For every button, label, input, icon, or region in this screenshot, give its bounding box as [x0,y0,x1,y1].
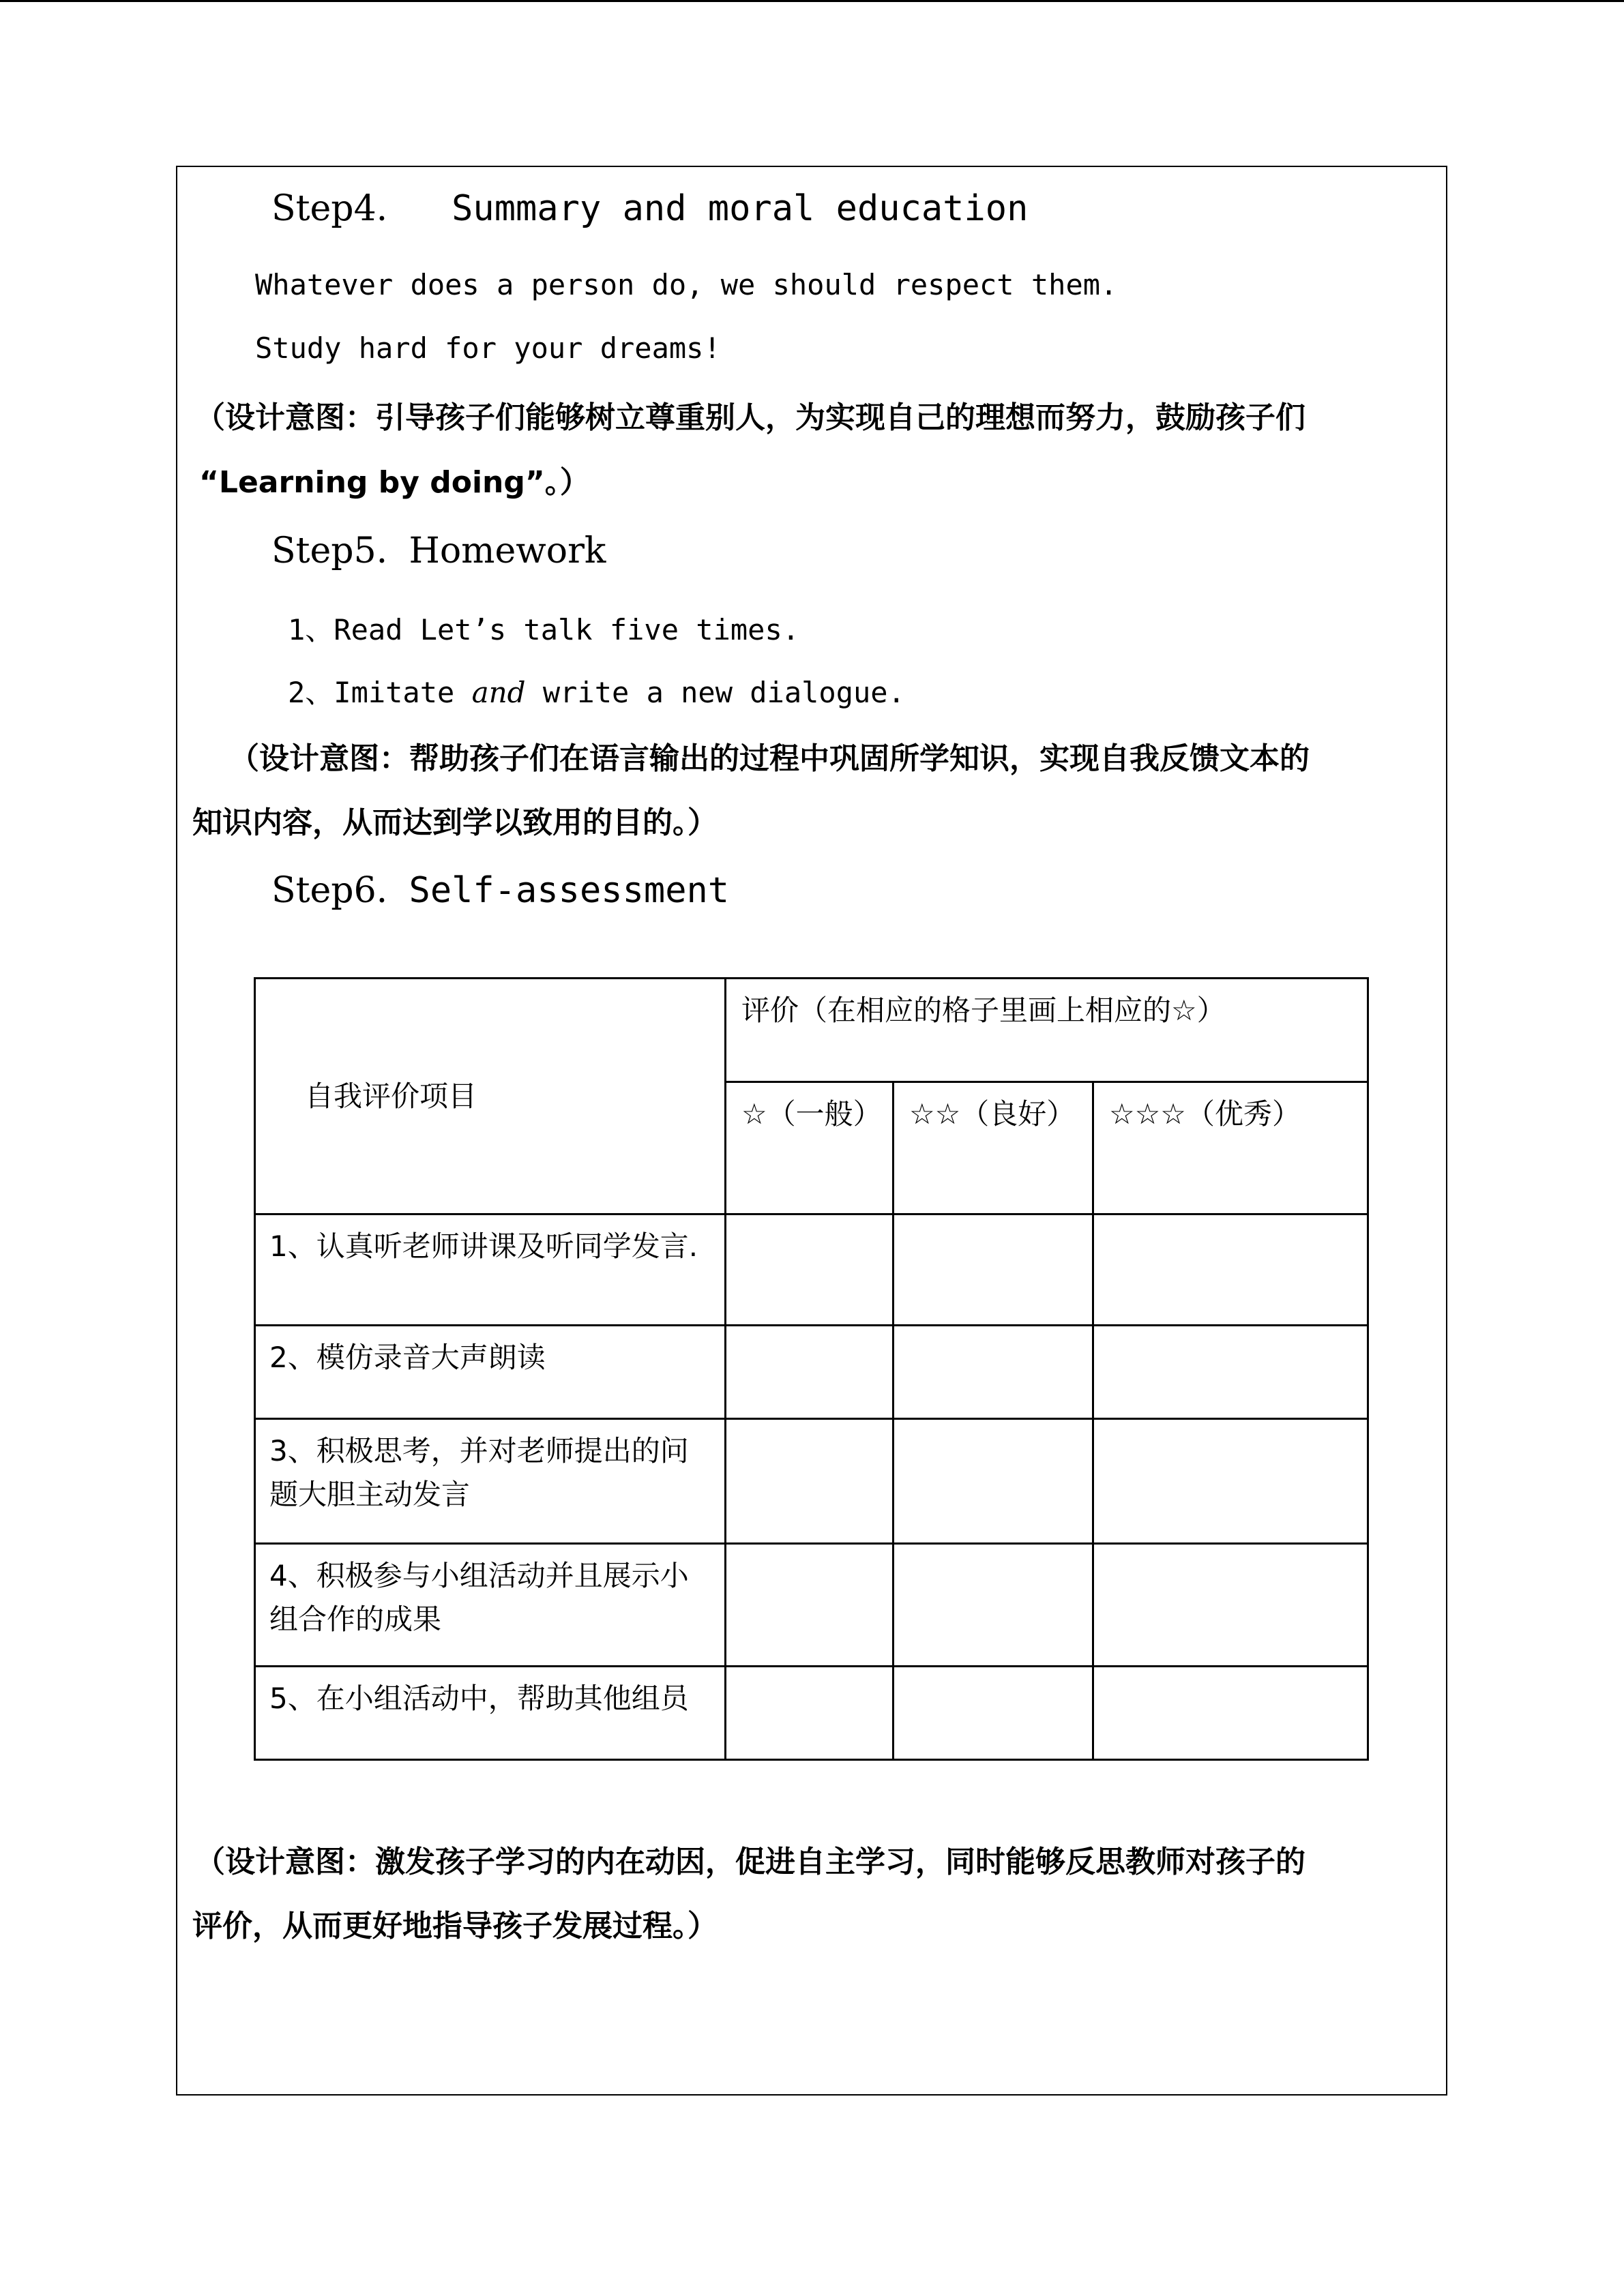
step4-label: Step4. [271,188,388,229]
rating-cell[interactable] [726,1326,894,1419]
step4-design-intent-1: （设计意图：引导孩子们能够树立尊重别人，为实现自己的理想而努力，鼓励孩子们 [195,400,1305,435]
rating-cell[interactable] [1093,1667,1368,1760]
rating-cell[interactable] [726,1214,894,1326]
assessment-item-2: 2、模仿录音大声朗读 [255,1326,726,1419]
step5-design-intent-2: 知识内容，从而达到学以致用的目的。） [192,805,718,840]
step4-line-2: Study hard for your dreams! [255,331,721,365]
rating-cell[interactable] [1093,1214,1368,1326]
rating-cell[interactable] [1093,1544,1368,1667]
rating-cell[interactable] [1093,1326,1368,1419]
page-top-rule [0,0,1624,2]
rating-level-1: ☆（一般） [726,1082,894,1214]
rating-cell[interactable] [894,1326,1093,1419]
step5-design-intent-1: （设计意图：帮助孩子们在语言输出的过程中巩固所学知识，实现自我反馈文本的 [229,741,1310,776]
step4-line-1: Whatever does a person do, we should respect them. [255,268,1118,301]
step6-title: Self-assessment [409,870,730,911]
rating-cell[interactable] [726,1544,894,1667]
table-row [255,1326,1368,1419]
homework-item-2-part-a: 2、Imitate [288,676,472,709]
homework-item-2-part-c: write a new dialogue. [525,676,905,709]
rating-cell[interactable] [1093,1419,1368,1544]
rating-cell[interactable] [894,1667,1093,1760]
homework-item-2 [288,670,905,711]
assessment-item-4: 4、积极参与小组活动并且展示小组合作的成果 [255,1544,726,1667]
rating-cell[interactable] [894,1544,1093,1667]
table-row [255,1419,1368,1544]
rating-level-3: ☆☆☆（优秀） [1093,1082,1368,1214]
rating-level-2: ☆☆（良好） [894,1082,1093,1214]
step4-heading [271,188,1028,229]
table-row [255,1667,1368,1760]
table-row [255,1214,1368,1326]
assessment-item-5: 5、在小组活动中，帮助其他组员 [255,1667,726,1760]
rating-cell[interactable] [894,1214,1093,1326]
rating-cell[interactable] [726,1419,894,1544]
homework-item-1: 1、Read Let’s talk five times. [288,613,800,646]
assessment-item-3: 3、积极思考，并对老师提出的问题大胆主动发言 [255,1419,726,1544]
step5-heading [271,531,606,571]
table-row [255,1544,1368,1667]
step4-title: Summary and moral education [452,188,1029,229]
self-assessment-table [254,977,1369,1761]
assessment-item-header: 自我评价项目 [255,979,726,1214]
step5-label: Step5. [271,531,388,571]
step4-design-intent-2: “Learning by doing”。） [199,465,590,500]
homework-item-2-emphasis: and [471,676,526,709]
step6-label: Step6. [271,870,388,911]
step6-design-intent-2: 评价，从而更好地指导孩子发展过程。） [192,1909,718,1943]
rating-cell[interactable] [894,1419,1093,1544]
rating-cell[interactable] [726,1667,894,1760]
step6-design-intent-1: （设计意图：激发孩子学习的内在动因，促进自主学习，同时能够反思教师对孩子的 [195,1845,1305,1879]
assessment-rating-header: 评价（在相应的格子里画上相应的☆） [726,979,1368,1082]
step6-heading [271,870,729,911]
step5-title: Homework [409,531,606,571]
assessment-item-1: 1、认真听老师讲课及听同学发言. [255,1214,726,1326]
